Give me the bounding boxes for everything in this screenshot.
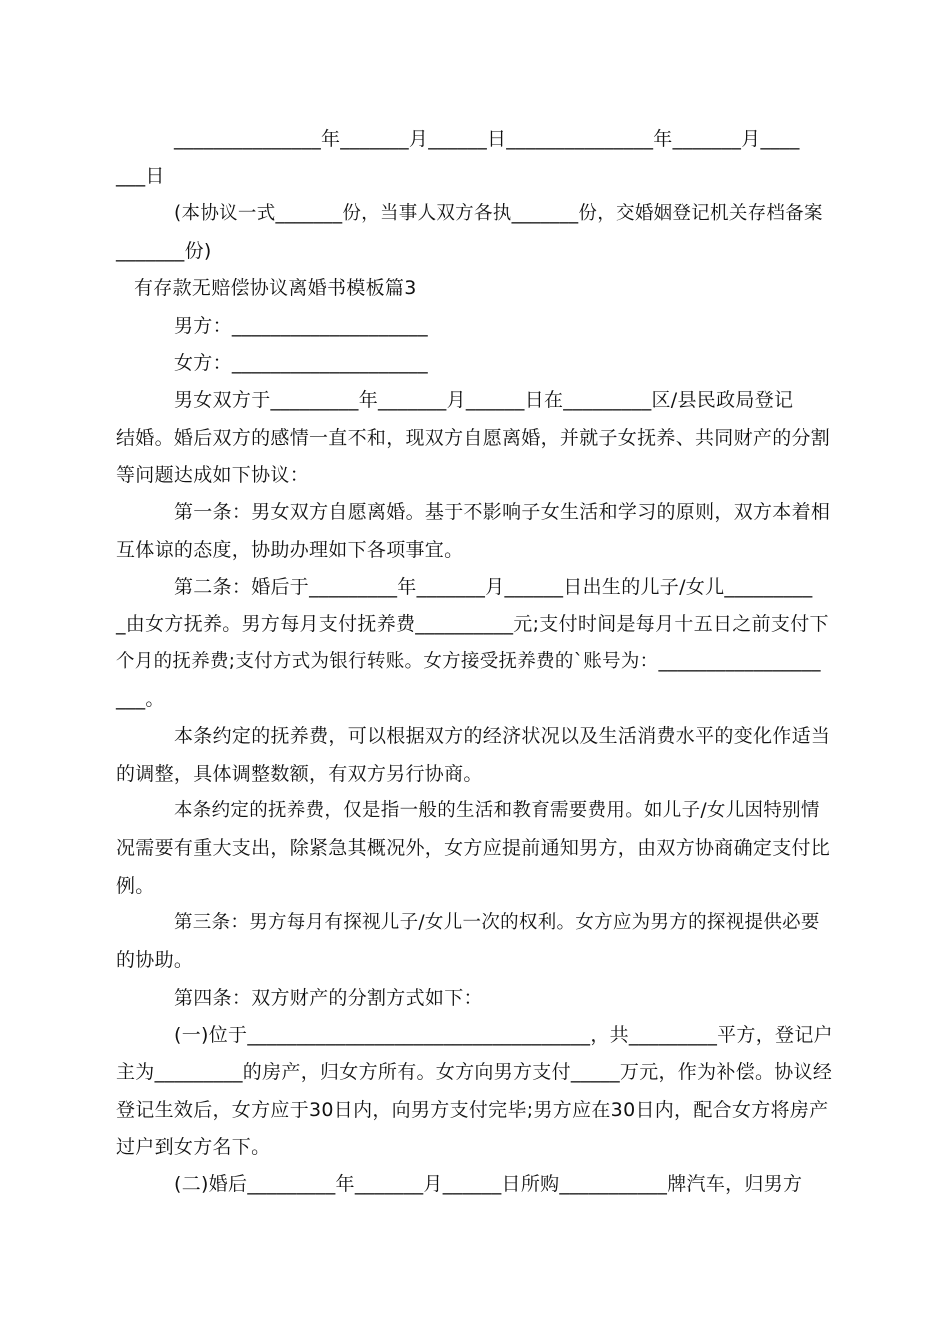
paragraph-line: 等问题达成如下协议： [116, 464, 310, 486]
support-adjust-line: 的调整，具体调整数额，有双方另行协商。 [116, 763, 483, 785]
support-adjust-line: 本条约定的抚养费，可以根据双方的经济状况以及生活消费水平的变化作适当 [174, 725, 831, 747]
section-heading: 有存款无赔偿协议离婚书模板篇3 [134, 277, 417, 299]
property-2-line: (二)婚后_________年_______月______日所购___________牌汽车，归男方 [174, 1173, 803, 1195]
article-2-line: ___。 [116, 688, 165, 710]
copies-note-2: _______份) [116, 240, 212, 262]
article-4-line: 第四条：双方财产的分割方式如下： [174, 987, 483, 1009]
article-2-line: 个月的抚养费;支付方式为银行转账。女方接受抚养费的`账号为：_________________ [116, 651, 821, 672]
article-1-line: 互体谅的态度，协助办理如下各项事宜。 [116, 539, 464, 561]
article-3-line: 第三条：男方每月有探视儿子/女儿一次的权利。女方应为男方的探视提供必要 [174, 912, 820, 933]
husband-field: 男方：____________________ [174, 315, 428, 337]
property-1-line: 登记生效后，女方应于30日内，向男方支付完毕;男方应在30日内，配合女方将房产 [116, 1099, 829, 1121]
article-1-line: 第一条：男女双方自愿离婚。基于不影响子女生活和学习的原则，双方本着相 [174, 501, 831, 523]
property-1-line: 主为_________的房产，归女方所有。女方向男方支付_____万元，作为补偿。协议经 [116, 1061, 833, 1083]
wife-field: 女方：____________________ [174, 352, 428, 374]
support-scope-line: 况需要有重大支出，除紧急其概况外，女方应提前通知男方，由双方协商确定支付比 [116, 837, 831, 859]
date-line-1: _______________年_______月______日_______________年_______月____ [174, 128, 800, 150]
property-1-line: 过户到女方名下。 [116, 1136, 271, 1158]
article-2-line: _由女方抚养。男方每月支付抚养费__________元;支付时间是每月十五日之前支付下 [116, 613, 829, 635]
paragraph-line: 男女双方于_________年_______月______日在_________区/县民政局登记 [174, 389, 794, 411]
copies-note-1: (本协议一式_______份，当事人双方各执_______份，交婚姻登记机关存档备案 [174, 203, 823, 224]
article-3-line: 的协助。 [116, 949, 194, 971]
article-2-line: 第二条：婚后于_________年_______月______日出生的儿子/女儿_________ [174, 576, 813, 598]
paragraph-line: 结婚。婚后双方的感情一直不和，现双方自愿离婚，并就子女抚养、共同财产的分割 [116, 427, 831, 449]
date-line-2: ___日 [116, 165, 165, 187]
support-scope-line: 例。 [116, 875, 155, 897]
support-scope-line: 本条约定的抚养费，仅是指一般的生活和教育需要费用。如儿子/女儿因特别情 [174, 800, 820, 821]
property-1-line: (一)位于___________________________________，共_________平方，登记户 [174, 1024, 833, 1046]
